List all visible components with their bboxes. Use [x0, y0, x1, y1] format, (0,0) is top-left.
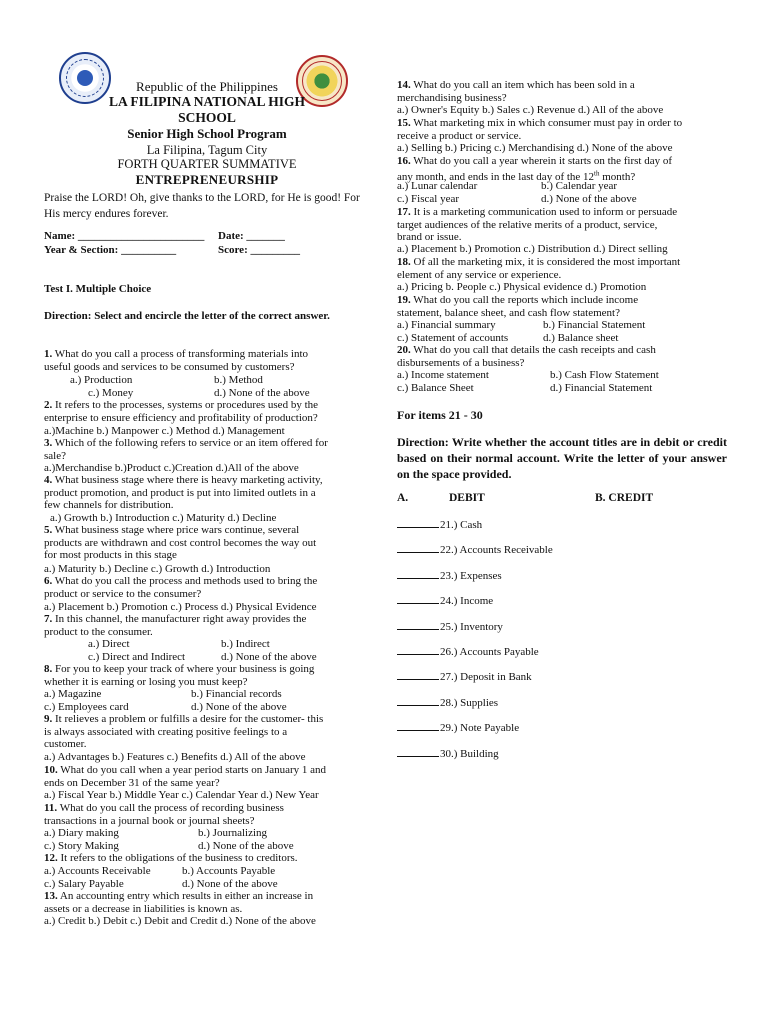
question-line: [44, 802, 284, 815]
question-line: [44, 524, 316, 537]
answer-blank[interactable]: [397, 721, 439, 731]
question-text: Which of the following refers to service or an item offered for: [52, 437, 328, 449]
question-line: [397, 130, 682, 143]
question-text: target audiences of the relative merits of a product, service,: [397, 218, 658, 231]
question-text: is always associated with creating positive feelings to a: [44, 725, 288, 738]
question-number: 10.: [44, 764, 58, 776]
school-name-line1: LA FILIPINA NATIONAL HIGH: [109, 94, 305, 109]
question-4: [44, 474, 323, 512]
option-row-b: b.) Journalizing: [198, 827, 268, 839]
answer-blank[interactable]: [397, 543, 439, 553]
answer-blank[interactable]: [397, 620, 439, 630]
option-row: c.) Fiscal year: [397, 193, 459, 205]
question-12: [44, 852, 298, 865]
question-text: What do you call the process and methods used to bring the: [52, 575, 318, 587]
test1-title: Test I. Multiple Choice: [44, 283, 152, 295]
date-field[interactable]: Date: _______: [218, 230, 285, 242]
question-14: [397, 79, 635, 104]
question-text: transactions in a journal book or journal sheets?: [44, 814, 255, 827]
answer-blank[interactable]: [397, 696, 439, 706]
question-line: [44, 437, 328, 450]
question-line: [397, 206, 677, 219]
question-line: [44, 726, 323, 739]
option-row: c.) Balance Sheet: [397, 382, 474, 394]
question-text: What business stage where price wars continue, several: [52, 524, 300, 536]
question-number: 7.: [44, 613, 53, 625]
question-1: [44, 348, 308, 373]
option-row: a.) Diary making: [44, 827, 119, 839]
question-line: [397, 344, 656, 357]
school-name: [44, 94, 370, 126]
option-row: a.) Magazine: [44, 688, 102, 700]
option-row: a.) Lunar calendar: [397, 180, 478, 192]
question-line: [44, 852, 298, 865]
option-row-b: d.) None of the above: [541, 193, 637, 205]
option-row: a.) Placement b.) Promotion c.) Process d.) Physical Evidence: [44, 601, 317, 613]
question-line: [397, 307, 638, 320]
question-line: [397, 256, 680, 269]
question-text: assets or a decrease in liabilities is known as.: [44, 902, 243, 915]
account-item: [397, 543, 553, 556]
question-line: [44, 348, 308, 361]
question-line: [44, 588, 317, 601]
quarter-line: FORTH QUARTER SUMMATIVE: [117, 157, 297, 171]
question-text: What do you call a process of transforming materials into: [52, 348, 309, 360]
question-line: [397, 117, 682, 130]
option-row: a.) Selling b.) Pricing c.) Merchandising d.) None of the above: [397, 142, 673, 154]
question-text: disbursements of a business?: [397, 356, 525, 369]
option-row-b: d.) Balance sheet: [543, 332, 619, 344]
question-text: customer.: [44, 738, 87, 751]
col-a-marker: A.: [397, 492, 409, 504]
republic-line: Republic of the Philippines: [136, 79, 278, 94]
account-item: [397, 721, 519, 734]
question-line: [397, 219, 677, 232]
question-text: few channels for distribution.: [44, 499, 174, 512]
question-line: [397, 231, 677, 244]
question-text: element of any service or experience.: [397, 268, 562, 281]
question-17: [397, 206, 677, 244]
question-line: [44, 663, 314, 676]
question-number: 2.: [44, 399, 53, 411]
option-row: c.) Employees card: [44, 701, 129, 713]
question-18: [397, 256, 680, 281]
score-field[interactable]: Score: _________: [218, 244, 300, 256]
question-text: What do you call that details the cash receipts and cash: [410, 344, 656, 356]
option-row-b: d.) None of the above: [191, 701, 287, 713]
question-number: 9.: [44, 713, 53, 725]
option-row: c.) Statement of accounts: [397, 332, 509, 344]
question-text: An accounting entry which results in either an increase in: [57, 890, 314, 902]
question-text: merchandising business?: [397, 91, 507, 104]
option-row: a.) Direct: [88, 638, 130, 650]
question-text: What do you call when a year period starts on January 1 and: [57, 764, 327, 776]
option-row: a.) Maturity b.) Decline c.) Growth d.) Introduction: [44, 563, 271, 575]
question-text: What marketing mix in which consumer must pay in order to: [410, 117, 683, 129]
question-text: products are withdrawn and cost control becomes the way out: [44, 536, 317, 549]
question-5: [44, 524, 316, 562]
question-line: [44, 487, 323, 500]
account-title: 30.) Building: [440, 747, 499, 760]
question-number: 13.: [44, 890, 58, 902]
question-number: 5.: [44, 524, 53, 536]
question-line: [44, 903, 313, 916]
option-row-b: b.) Financial Statement: [543, 319, 646, 331]
option-row: c.) Direct and Indirect: [88, 651, 186, 663]
question-text: enterprise to ensure efficiency and profitability of production?: [44, 411, 318, 424]
option-row-b: d.) None of the above: [214, 387, 310, 399]
account-item: [397, 645, 539, 658]
question-9: [44, 713, 323, 751]
test2-direction: Direction: Write whether the account titles are in debit or credit based on their normal account. Write the letter of your answer on the space provided.: [397, 435, 727, 481]
option-row-b: b.) Accounts Payable: [182, 865, 276, 877]
account-title: 21.) Cash: [440, 519, 483, 531]
debit-label: DEBIT: [449, 492, 485, 504]
question-text: product or service to the consumer?: [44, 587, 202, 600]
question-text: For you to keep your track of where your business is going: [52, 663, 315, 675]
question-line: [397, 79, 635, 92]
question-line: [44, 777, 326, 790]
question-15: [397, 117, 682, 142]
question-text: What do you call the process of recording business: [57, 802, 284, 814]
question-line: [44, 575, 317, 588]
question-text: sale?: [44, 449, 66, 462]
option-row: a.) Financial summary: [397, 319, 496, 331]
question-text: It is a marketing communication used to inform or persuade: [410, 206, 678, 218]
option-row: a.) Owner's Equity b.) Sales c.) Revenue d.) All of the above: [397, 104, 664, 116]
name-field[interactable]: Name: _______________________: [44, 230, 205, 242]
account-item: [397, 670, 532, 683]
question-text: ends on December 31 of the same year?: [44, 776, 220, 789]
option-row: a.) Advantages b.) Features c.) Benefits d.) All of the above: [44, 751, 306, 763]
question-line: [397, 357, 656, 370]
answer-blank[interactable]: [397, 569, 439, 579]
question-text: What do you call a year wherein it starts on the first day of: [410, 155, 673, 167]
option-row: a.) Income statement: [397, 369, 489, 381]
account-item: [397, 518, 482, 531]
question-text: product to the consumer.: [44, 625, 153, 638]
program-line: Senior High School Program: [127, 126, 287, 141]
question-line: [44, 738, 323, 751]
question-number: 8.: [44, 663, 53, 675]
question-number: 18.: [397, 256, 411, 268]
question-line: [44, 399, 318, 412]
question-line: [397, 155, 672, 168]
question-text: What business stage where there is heavy marketing activity,: [52, 474, 323, 486]
option-row-b: b.) Cash Flow Statement: [550, 369, 659, 381]
question-number: 15.: [397, 117, 411, 129]
account-title: 29.) Note Payable: [440, 722, 520, 735]
option-row-b: b.) Indirect: [221, 638, 270, 650]
question-line: [44, 890, 313, 903]
question-line: [44, 713, 323, 726]
question-line: [44, 450, 328, 463]
question-number: 4.: [44, 474, 53, 486]
account-item: [397, 747, 499, 760]
question-text: whether it is earning or losing you must keep?: [44, 675, 248, 688]
question-number: 11.: [44, 802, 58, 814]
account-title: 23.) Expenses: [440, 569, 502, 582]
question-number: 6.: [44, 575, 53, 587]
option-row: a.) Pricing b. People c.) Physical evidence d.) Promotion: [397, 281, 647, 293]
question-line: [44, 626, 306, 639]
option-row: c.) Story Making: [44, 840, 119, 852]
question-number: 14.: [397, 79, 411, 91]
option-row: c.) Money: [88, 387, 134, 399]
option-row: a.) Fiscal Year b.) Middle Year c.) Calendar Year d.) New Year: [44, 789, 319, 801]
question-number: 1.: [44, 348, 53, 360]
question-line: [44, 676, 314, 689]
option-row: a.)Machine b.) Manpower c.) Method d.) Management: [44, 425, 285, 437]
question-text: Of all the marketing mix, it is considered the most important: [410, 256, 681, 268]
subject-title: ENTREPRENEURSHIP: [135, 172, 279, 187]
question-13: [44, 890, 313, 915]
question-line: [44, 613, 306, 626]
question-7: [44, 613, 306, 638]
question-text: product promotion, and product is put into limited outlets in a: [44, 486, 316, 499]
question-text: What do you call an item which has been sold in a: [410, 79, 635, 91]
question-line: [44, 764, 326, 777]
option-row: c.) Salary Payable: [44, 878, 124, 890]
question-10: [44, 764, 326, 789]
account-title: 24.) Income: [440, 595, 494, 608]
question-8: [44, 663, 314, 688]
account-title: 26.) Accounts Payable: [440, 646, 539, 658]
answer-blank[interactable]: [397, 747, 439, 757]
option-row-b: b.) Financial records: [191, 688, 282, 700]
account-item: [397, 569, 502, 582]
items-21-30-label: For items 21 - 30: [397, 408, 483, 422]
question-19: [397, 294, 638, 319]
question-number: 20.: [397, 344, 411, 356]
question-line: [397, 92, 635, 105]
option-row-b: d.) None of the above: [182, 878, 278, 890]
account-item: [397, 696, 498, 709]
option-row-b: d.) None of the above: [198, 840, 294, 852]
account-title: 25.) Inventory: [440, 620, 503, 633]
account-item: [397, 620, 503, 633]
question-text: useful goods and services to be consumed by customers?: [44, 360, 295, 373]
city-line: La Filipina, Tagum City: [146, 143, 268, 157]
option-row-b: b.) Method: [214, 374, 263, 386]
question-text: any month, and ends in the last day of the 12th month?: [397, 169, 636, 184]
test1-direction: Direction: Select and encircle the letter of the correct answer.: [44, 310, 330, 322]
account-title: 27.) Deposit in Bank: [440, 671, 532, 684]
answer-blank[interactable]: [397, 594, 439, 604]
question-20: [397, 344, 656, 369]
option-row: a.) Growth b.) Introduction c.) Maturity d.) Decline: [50, 512, 277, 524]
praise-text: Praise the LORD! Oh, give thanks to the LORD, for He is good! For His mercy endures forever.: [44, 192, 360, 220]
year-section-field[interactable]: Year & Section: __________: [44, 244, 177, 256]
question-line: [397, 269, 680, 282]
question-text: statement, balance sheet, and cash flow statement?: [397, 306, 620, 319]
question-text: receive a product or service.: [397, 129, 522, 142]
account-title: 22.) Accounts Receivable: [440, 544, 553, 557]
question-number: 19.: [397, 294, 411, 306]
question-number: 12.: [44, 852, 58, 864]
answer-blank[interactable]: [397, 670, 439, 680]
answer-blank[interactable]: [397, 645, 439, 655]
question-text: It refers to the processes, systems or procedures used by the: [52, 399, 319, 411]
question-line: [397, 294, 638, 307]
account-item: [397, 594, 493, 607]
question-line: [44, 361, 308, 374]
option-row: a.) Accounts Receivable: [44, 865, 151, 877]
option-row-b: b.) Calendar year: [541, 180, 618, 192]
option-row: a.) Production: [70, 374, 133, 386]
option-row: a.)Merchandise b.)Product c.)Creation d.)All of the above: [44, 462, 299, 474]
question-line: [44, 549, 316, 562]
credit-label: B. CREDIT: [595, 492, 654, 504]
question-text: brand or issue.: [397, 231, 462, 244]
option-row: a.) Placement b.) Promotion c.) Distribution d.) Direct selling: [397, 243, 668, 255]
question-line: [44, 499, 323, 512]
question-number: 17.: [397, 206, 411, 218]
question-11: [44, 802, 284, 827]
question-line: [44, 474, 323, 487]
option-row: a.) Credit b.) Debit c.) Debit and Credit d.) None of the above: [44, 915, 316, 927]
question-text: It refers to the obligations of the business to creditors.: [57, 852, 298, 864]
option-row-b: d.) None of the above: [221, 651, 317, 663]
question-line: [44, 815, 284, 828]
account-title: 28.) Supplies: [440, 696, 499, 709]
question-line: [44, 412, 318, 425]
question-2: [44, 399, 318, 424]
question-number: 3.: [44, 437, 53, 449]
question-number: 16.: [397, 155, 411, 167]
question-6: [44, 575, 317, 600]
question-text: It relieves a problem or fulfills a desire for the customer- this: [52, 713, 324, 725]
option-row-b: d.) Financial Statement: [550, 382, 653, 394]
school-name-line2: SCHOOL: [178, 110, 236, 125]
question-text: for most products in this stage: [44, 549, 177, 562]
question-3: [44, 437, 328, 462]
question-line: [44, 537, 316, 550]
answer-blank[interactable]: [397, 518, 439, 528]
question-text: What do you call the reports which include income: [410, 294, 639, 306]
question-text: In this channel, the manufacturer right away provides the: [52, 613, 307, 625]
